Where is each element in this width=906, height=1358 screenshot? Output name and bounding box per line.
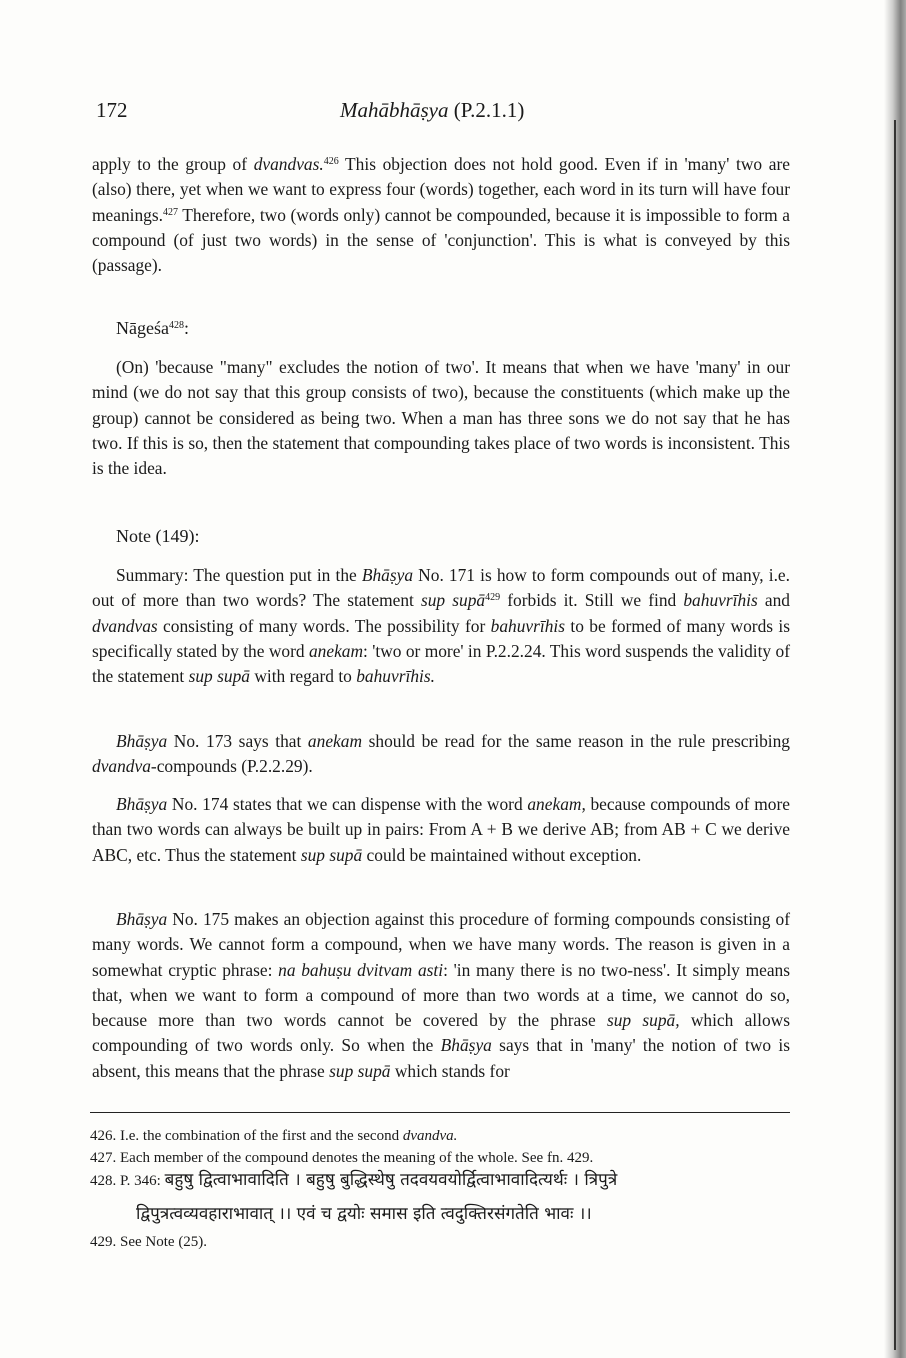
sanskrit-quote-line-1: बहुषु द्वित्वाभावादिति । बहुषु बुद्धिस्थेषु तदवयवयोर्द्वित्वाभावादित्यर्थः । त्रिपुत्रे bbox=[164, 1170, 618, 1190]
footnote-ref: 428 bbox=[168, 320, 184, 331]
text-run: and bbox=[757, 590, 790, 611]
text-italic: Bhāṣya bbox=[361, 565, 414, 585]
footnote-divider bbox=[90, 1112, 790, 1113]
footnote-italic: dvandva. bbox=[402, 1128, 458, 1144]
text-run: to be formed of many words is specifically stated by the word bbox=[92, 615, 790, 661]
text-run: No. 174 states that we can dispense with the word bbox=[167, 794, 528, 814]
heading-text: Nāgeśa bbox=[116, 318, 169, 338]
summary-paragraph bbox=[92, 563, 790, 689]
text-italic: dvandvas. bbox=[253, 154, 324, 174]
text-run: with regard to bbox=[249, 666, 357, 687]
text-run: says that in 'many' the notion of two is absent, this means that the phrase bbox=[92, 1035, 791, 1081]
page-number: 172 bbox=[96, 98, 128, 122]
text-italic: Bhāṣya bbox=[116, 909, 168, 929]
footnote-text: 426. I.e. the combination of the first and the second bbox=[90, 1128, 403, 1144]
footnote-426 bbox=[90, 1126, 457, 1146]
text-run: No. 175 makes an objection against this procedure of forming compounds consisting of many words. We cannot form a compound, when we have many words. The reason is given in a somewhat cryptic phrase: bbox=[92, 909, 790, 980]
footnote-ref: 429 bbox=[485, 592, 501, 604]
text-run: : 'in many there is no two-ness'. It simply means that, when we want to form a compound of more than two words at a time, we cannot do so, because more than two words cannot be covered by the phrase bbox=[92, 959, 791, 1031]
sanskrit-quote-line-2: द्विपुत्रत्वव्यवहाराभावात् ।। एवं च द्वयोः समास इति त्वदुक्तिरसंगतेति भावः ।। bbox=[136, 1204, 592, 1224]
text-run: Therefore, two (words only) cannot be compounded, because it is impossible to form a compound (of just two words) in the sense of 'conjunction'. This is what is conveyed by this (passage). bbox=[92, 204, 790, 276]
text-italic: sup supā bbox=[329, 1060, 391, 1081]
text-italic: dvandva bbox=[92, 756, 151, 777]
binding-edge-line bbox=[894, 120, 896, 1350]
footnote-text: 428. P. 346: bbox=[90, 1173, 161, 1189]
running-title-reference: (P.2.1.1) bbox=[448, 98, 525, 122]
text-italic: bahuvrīhis bbox=[683, 590, 758, 611]
footnote-ref: 427 bbox=[163, 206, 178, 218]
text-run: apply to the group of bbox=[92, 154, 254, 174]
text-run: which allows compounding of two words only. So when the bbox=[92, 1010, 790, 1056]
text-italic: anekam bbox=[307, 731, 363, 751]
text-run: Summary: The question put in the bbox=[116, 565, 362, 585]
text-italic: bahuvrīhis. bbox=[356, 666, 435, 687]
nagesa-heading bbox=[116, 318, 189, 339]
text-italic: sup supā bbox=[300, 844, 363, 865]
text-italic: sup supā, bbox=[606, 1010, 680, 1031]
text-italic: sup supā bbox=[420, 590, 486, 611]
text-italic: bahuvrīhis bbox=[490, 615, 566, 636]
paragraph-text: (On) 'because "many" excludes the notion of two'. It means that when we have 'many' in our mind (we do not say that this group consists of two), because the constituents (which make up the group) cannot be considered as being two. When a man has three sons we do not say that he has two. If this is so, then the statement that compounding takes place of two words is inconsistent. This is the idea. bbox=[92, 357, 790, 479]
text-run: should be read for the same reason in the rule prescribing bbox=[362, 731, 790, 751]
footnote-428 bbox=[90, 1170, 617, 1191]
text-italic: na bahuṣu dvitvam asti bbox=[278, 959, 444, 980]
running-title bbox=[340, 98, 524, 123]
text-italic: Bhāṣya bbox=[440, 1035, 492, 1056]
text-run: This objection does not hold good. Even if in 'many' two are (also) there, yet when we want to express four (words) together, each word in its turn will have four meanings. bbox=[92, 154, 790, 225]
text-italic: dvandvas bbox=[92, 615, 158, 636]
text-italic: Bhāṣya bbox=[116, 731, 168, 751]
text-run: -compounds (P.2.2.29). bbox=[150, 756, 313, 777]
footnote-429: 429. See Note (25). bbox=[90, 1234, 208, 1250]
paragraph-2 bbox=[92, 355, 790, 481]
text-italic: anekam, bbox=[527, 794, 586, 814]
text-run: consisting of many words. The possibility for bbox=[157, 615, 491, 636]
running-title-work: Mahābhāṣya bbox=[340, 98, 449, 122]
footnote-428-continued bbox=[136, 1204, 592, 1225]
text-run: : 'two or more' in P.2.2.24. This word suspends the validity of the statement bbox=[92, 640, 790, 687]
text-run: which stands for bbox=[390, 1060, 510, 1081]
bhasya-175-paragraph bbox=[92, 907, 790, 1084]
text-italic: anekam bbox=[308, 640, 364, 661]
text-italic: Bhāṣya bbox=[116, 794, 168, 814]
text-run: could be maintained without exception. bbox=[362, 844, 642, 865]
text-run: forbids it. Still we find bbox=[500, 590, 684, 611]
footnote-ref: 426 bbox=[323, 156, 339, 167]
note-heading: Note (149): bbox=[116, 526, 200, 546]
paragraph-1 bbox=[92, 152, 790, 278]
heading-colon: : bbox=[183, 318, 189, 338]
text-run: No. 171 is how to form compounds out of many, i.e. out of more than two words? The statement bbox=[92, 565, 790, 611]
text-run: because compounds of more than two words can always be built up in pairs: From A + B we derive AB; from AB + C we derive ABC, etc. Thus the statement bbox=[92, 794, 790, 865]
text-italic: sup supā bbox=[188, 666, 250, 687]
text-run: No. 173 says that bbox=[167, 731, 308, 751]
bhasya-173-paragraph bbox=[92, 729, 790, 780]
footnote-427: 427. Each member of the compound denotes the meaning of the whole. See fn. 429. bbox=[90, 1150, 594, 1166]
page-header bbox=[96, 98, 796, 132]
bhasya-174-paragraph bbox=[92, 792, 790, 868]
